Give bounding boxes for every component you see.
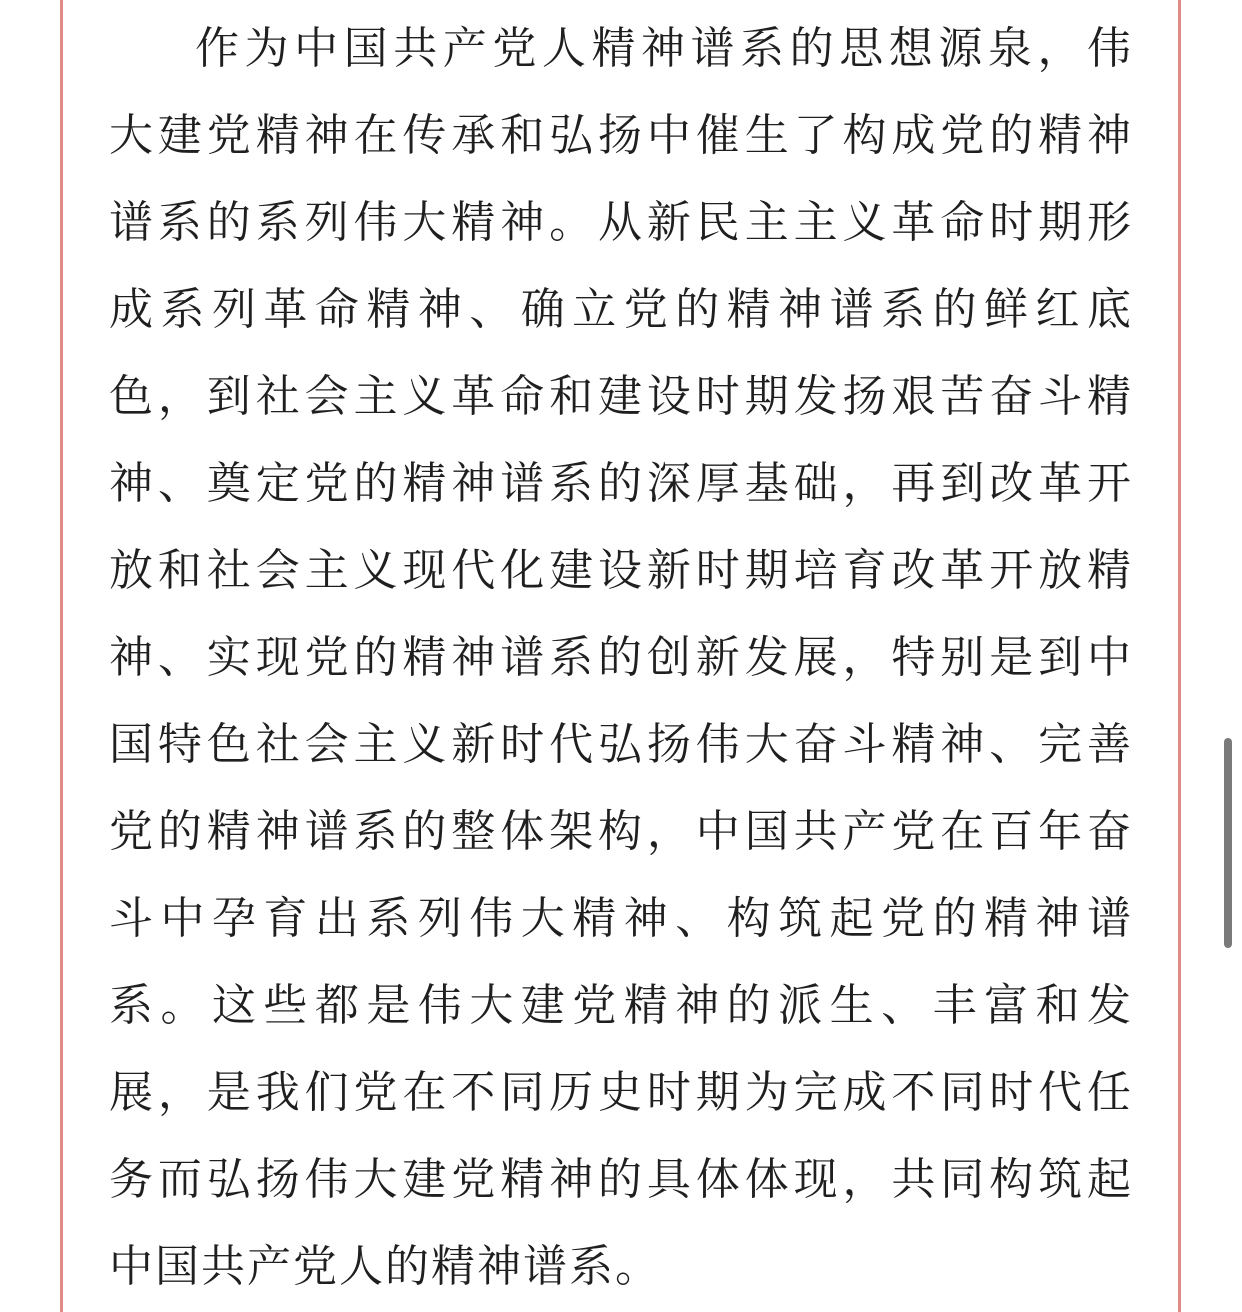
paragraph-line: 党的精神谱系的整体架构，中国共产党在百年奋 bbox=[109, 806, 1133, 857]
paragraph-line: 斗中孕育出系列伟大精神、构筑起党的精神谱 bbox=[109, 893, 1133, 944]
paragraph-line: 务而弘扬伟大建党精神的具体体现，共同构筑起 bbox=[109, 1154, 1133, 1205]
paragraph-line: 色，到社会主义革命和建设时期发扬艰苦奋斗精 bbox=[109, 371, 1133, 422]
article-paragraph bbox=[109, 0, 1133, 1310]
paragraph-line: 神、实现党的精神谱系的创新发展，特别是到中 bbox=[109, 632, 1133, 683]
vertical-scrollbar[interactable] bbox=[1224, 738, 1232, 948]
paragraph-line: 神、奠定党的精神谱系的深厚基础，再到改革开 bbox=[109, 458, 1133, 509]
paragraph-line: 中国共产党人的精神谱系。 bbox=[109, 1241, 661, 1292]
paragraph-line: 大建党精神在传承和弘扬中催生了构成党的精神 bbox=[109, 110, 1133, 161]
right-frame-border bbox=[1178, 0, 1181, 1312]
paragraph-line: 系。这些都是伟大建党精神的派生、丰富和发 bbox=[109, 980, 1133, 1031]
paragraph-line: 谱系的系列伟大精神。从新民主主义革命时期形 bbox=[109, 197, 1133, 248]
paragraph-line: 成系列革命精神、确立党的精神谱系的鲜红底 bbox=[109, 284, 1133, 335]
paragraph-line: 作为中国共产党人精神谱系的思想源泉，伟 bbox=[195, 23, 1133, 74]
paragraph-line: 放和社会主义现代化建设新时期培育改革开放精 bbox=[109, 545, 1133, 596]
paragraph-line: 展，是我们党在不同历史时期为完成不同时代任 bbox=[109, 1067, 1133, 1118]
paragraph-line: 国特色社会主义新时代弘扬伟大奋斗精神、完善 bbox=[109, 719, 1133, 770]
left-frame-border bbox=[60, 0, 63, 1312]
